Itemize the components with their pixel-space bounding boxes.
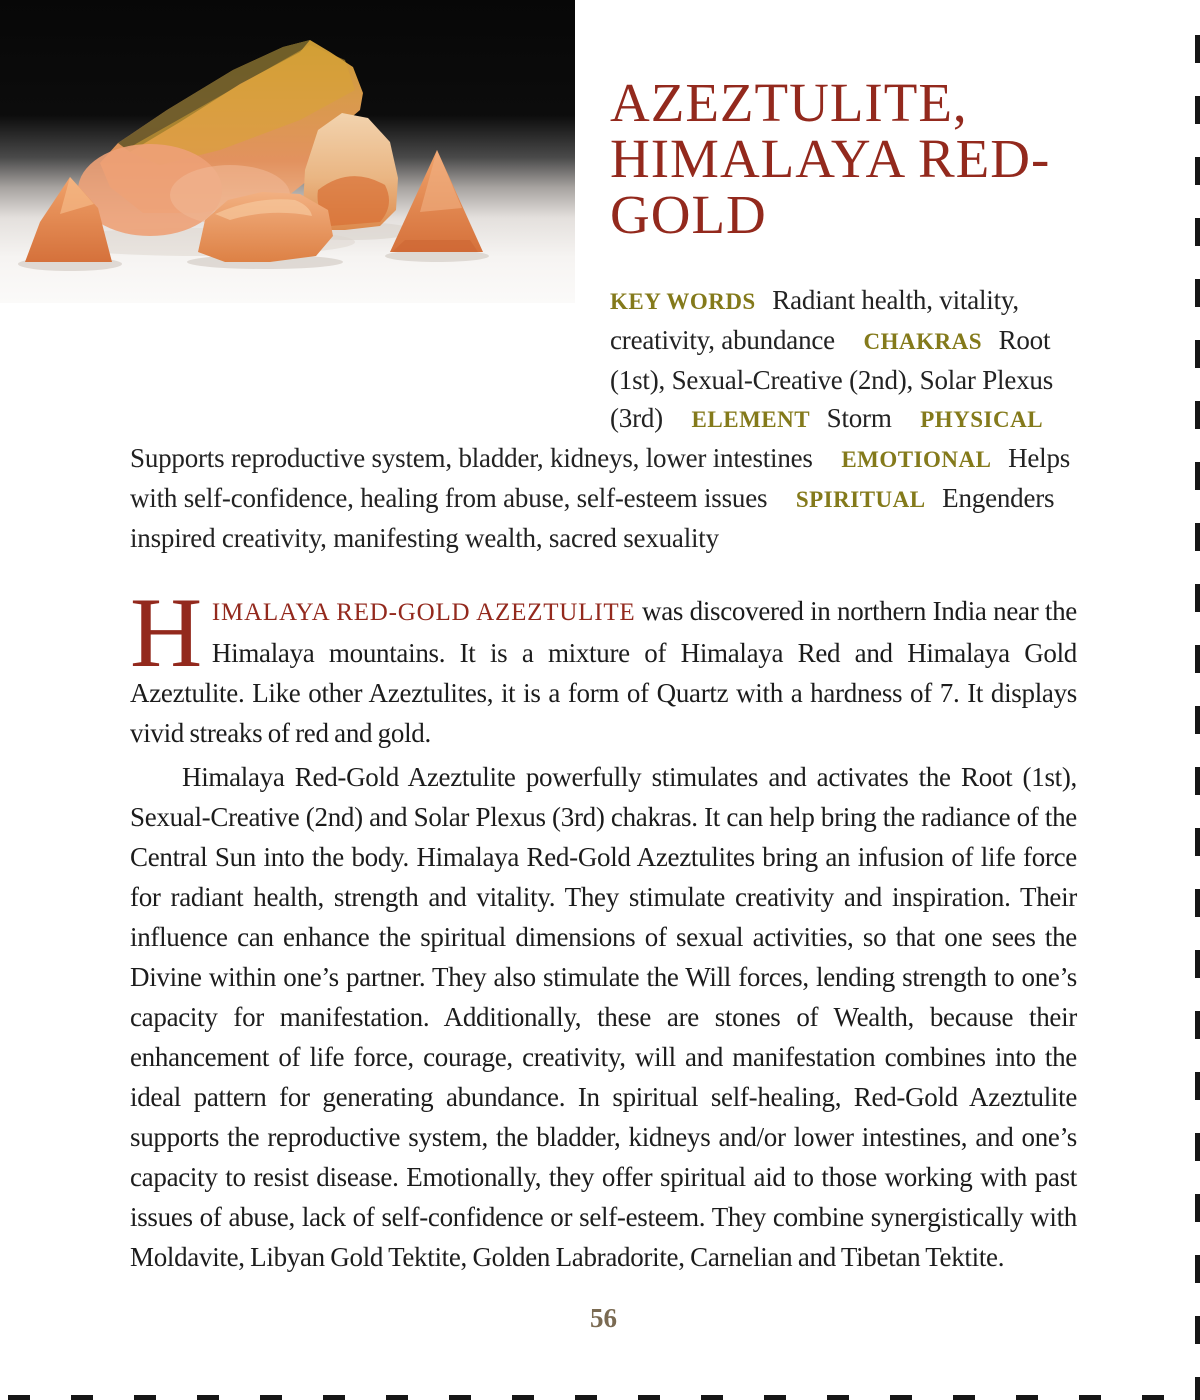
lead-small-caps: IMALAYA RED-GOLD AZEZTULITE [211, 599, 636, 626]
attribute-value: Engenders inspired creativity, manifesting wealth, sacred sexuality [130, 483, 1055, 553]
attribute-value: Root (1st), Sexual-Creative (2nd), Solar Plexus (3rd) [610, 325, 1054, 433]
body-paragraph-2 [130, 757, 1077, 1277]
page-number: 56 [590, 1303, 617, 1333]
dropcap: H [130, 577, 202, 688]
page-edge-marks-right [1195, 35, 1200, 1400]
attribute-label: EMOTIONAL [841, 447, 992, 472]
body-paragraph-1 [130, 577, 1077, 753]
attribute-value: Helps with self-confidence, healing from abuse, self-esteem issues [130, 443, 1071, 513]
photo-wrap-spacer [0, 75, 575, 411]
attribute-label: KEY WORDS [610, 289, 756, 314]
page-edge-marks-bottom [8, 1395, 1194, 1400]
attribute-value: Supports reproductive system, bladder, kidneys, lower intestines [130, 443, 813, 473]
text-column [0, 72, 1200, 1334]
paragraph-2-text: Himalaya Red-Gold Azeztulite powerfully stimulates and activates the Root (1st), Sexual-Creative (2nd) and Solar Plexus (3rd) chakras. It can help bring the radiance of the Central Sun into the body. Himalaya Red-Gold Azeztulites bring an infusion of life force for radiant health, strength and vitality. They stimulate creativity and inspiration. Their influence can enhance the spiritual dimensions of sexual activities, so that one sees the Divine within one’s partner. They also stimulate the Will forces, lending strength to one’s capacity for manifestation. Additionally, these are stones of Wealth, because their enhancement of life force, courage, creativity, will and manifestation combines into the ideal pattern for generating abundance. In spiritual self-healing, Red-Gold Azeztulite supports the reproductive system, the bladder, kidneys and/or lower intestines, and one’s capacity to resist disease. Emotionally, they offer spiritual aid to those working with past issues of abuse, lack of self-confidence or self-esteem. They combine synergistically with Moldavite, Libyan Gold Tektite, Golden Labradorite, Carnelian and Tibetan Tektite. [130, 762, 1077, 1272]
attribute-label: CHAKRAS [863, 329, 983, 354]
page-title-line2: HIMALAYA RED-GOLD [610, 128, 1051, 245]
paragraph-1-text: was discovered in northern India near the Himalaya mountains. It is a mixture of Himalaya Red and Himalaya Gold Azeztulite. Like other Azeztulites, it is a form of Quartz with a hardness of 7. It displays vivid streaks of red and gold. [130, 596, 1077, 748]
attribute-value: Storm [826, 403, 892, 433]
page-title-line1: AZEZTULITE, [610, 72, 968, 133]
attribute-label: SPIRITUAL [795, 487, 926, 512]
attribute-label: PHYSICAL [920, 407, 1044, 432]
attribute-label: ELEMENT [691, 407, 811, 432]
attribute-value: Radiant health, vitality, creativity, abundance [610, 285, 1019, 355]
